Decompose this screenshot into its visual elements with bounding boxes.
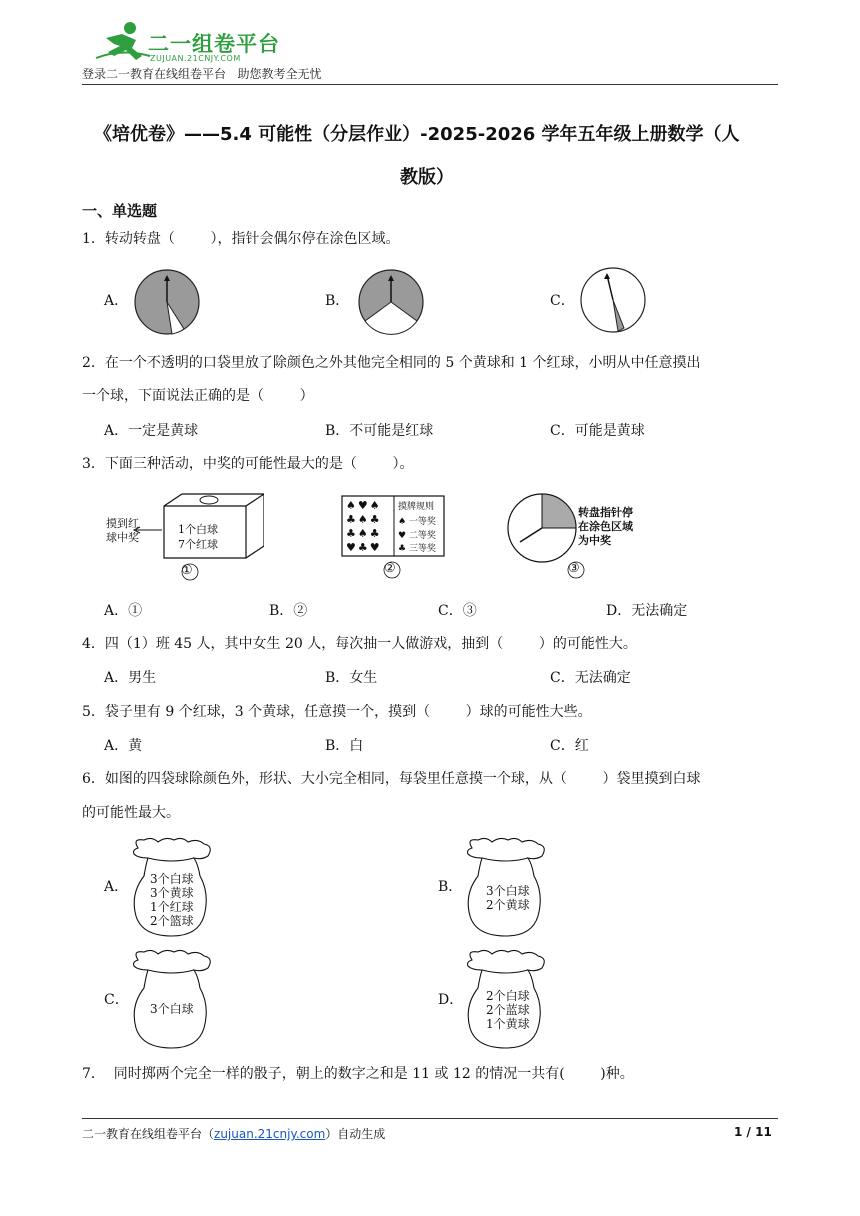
- q3-option-b[interactable]: B．②: [269, 603, 308, 619]
- q3-option-a[interactable]: A．①: [104, 603, 143, 619]
- fig1-label-line2: 球中奖: [106, 531, 139, 544]
- q6-bag-d-line2: 2个蓝球: [486, 1003, 530, 1017]
- question-6-stem-line2: 的可能性最大。: [82, 805, 180, 821]
- logo-subtext: ZUJUAN.21CNJY.COM: [150, 54, 241, 63]
- q4-option-c[interactable]: C．无法确定: [550, 670, 631, 686]
- question-2-stem-line2: 一个球，下面说法正确的是（ ）: [82, 388, 314, 404]
- q6-bag-a-line4: 2个篮球: [150, 914, 194, 928]
- q5-option-a[interactable]: A．黄: [104, 738, 143, 754]
- fig1-box-line2: 7个红球: [178, 538, 218, 551]
- q6-option-a-label: A．: [104, 879, 129, 895]
- fig3-num-label: ③: [568, 561, 580, 576]
- page-title-line1: 《培优卷》——5.4 可能性（分层作业）-2025-2026 学年五年级上册数学（人: [94, 124, 740, 145]
- question-5-stem: 5．袋子里有 9 个红球，3 个黄球，任意摸一个，摸到（ ）球的可能性大些。: [82, 704, 592, 720]
- question-7-stem: 7． 同时掷两个完全一样的骰子，朝上的数字之和是 11 或 12 的情况一共有( )种。: [82, 1066, 634, 1082]
- fig1-label-line1: 摸到红: [106, 517, 139, 530]
- fig2-num-label: ②: [384, 561, 396, 576]
- q4-option-a[interactable]: A．男生: [104, 670, 157, 686]
- fig3-text-3: 为中奖: [578, 534, 611, 547]
- q6-option-b-label: B．: [438, 879, 463, 895]
- q3-option-d[interactable]: D．无法确定: [606, 603, 688, 619]
- q1-option-b-label: B．: [325, 293, 350, 309]
- question-6-stem-line1: 6．如图的四袋球除颜色外，形状、大小完全相同，每袋里任意摸一个球，从（ ）袋里摸到白球: [82, 771, 701, 787]
- q1-option-a-label: A．: [104, 293, 129, 309]
- fig2-rule-title: 摸牌规则: [398, 502, 435, 512]
- q6-bag-a-line3: 1个红球: [150, 900, 194, 914]
- q2-option-b[interactable]: B．不可能是红球: [325, 423, 434, 439]
- question-1-stem: 1．转动转盘（ ），指针会偶尔停在涂色区域。: [82, 231, 400, 247]
- fig2-rule-1: ♠ 一等奖: [398, 517, 436, 527]
- fig3-text-2: 在涂色区域: [578, 520, 633, 533]
- header-slogan: 登录二一教育在线组卷平台 助您教考全无忧: [82, 67, 322, 81]
- page-title-line2: 教版）: [400, 167, 454, 188]
- fig2-rule-3: ♣ 三等奖: [398, 544, 436, 554]
- footer-prefix: 二一教育在线组卷平台（: [82, 1127, 215, 1141]
- footer-divider: [82, 1118, 778, 1119]
- q3-figure-3: [504, 490, 664, 586]
- section-heading: 一、单选题: [82, 202, 158, 220]
- fig2-card-grid: ♠♥♠ ♣♠♣ ♣♠♣ ♥♣♥: [346, 499, 382, 554]
- header-divider: [82, 84, 778, 85]
- q6-option-d-label: D．: [438, 992, 464, 1008]
- q6-bag-d-line1: 2个白球: [486, 989, 530, 1003]
- page-number: 1 / 11: [734, 1125, 772, 1139]
- q6-bag-b-line1: 3个白球: [486, 884, 530, 898]
- fig1-box-line1: 1个白球: [178, 523, 218, 536]
- question-4-stem: 4．四（1）班 45 人，其中女生 20 人，每次抽一人做游戏，抽到（ ）的可能性大。: [82, 636, 637, 652]
- q1-spinner-b: [356, 267, 426, 337]
- q1-spinner-a: [132, 267, 202, 337]
- q2-option-c[interactable]: C．可能是黄球: [550, 423, 645, 439]
- q4-option-b[interactable]: B．女生: [325, 670, 378, 686]
- fig3-text-1: 转盘指针停: [578, 506, 633, 519]
- fig2-rule-2: ♥ 二等奖: [398, 531, 436, 541]
- q1-spinner-c: [578, 265, 648, 335]
- q5-option-c[interactable]: C．红: [550, 738, 589, 754]
- footer-site-link[interactable]: zujuan.21cnjy.com: [214, 1127, 326, 1141]
- footer-suffix: ）自动生成: [325, 1127, 386, 1141]
- q6-option-c-label: C．: [104, 992, 129, 1008]
- q2-option-a[interactable]: A．一定是黄球: [104, 423, 199, 439]
- q6-bag-b-line2: 2个黄球: [486, 898, 530, 912]
- footer-source: [82, 1125, 385, 1142]
- q3-option-c[interactable]: C．③: [438, 603, 477, 619]
- q6-bag-c-line1: 3个白球: [150, 1002, 194, 1016]
- question-2-stem-line1: 2．在一个不透明的口袋里放了除颜色之外其他完全相同的 5 个黄球和 1 个红球，小明从中任意摸出: [82, 355, 701, 371]
- q1-option-c-label: C．: [550, 293, 575, 309]
- q6-bag-a-line1: 3个白球: [150, 872, 194, 886]
- q5-option-b[interactable]: B．白: [325, 738, 364, 754]
- question-3-stem: 3．下面三种活动，中奖的可能性最大的是（ ）。: [82, 456, 414, 472]
- q6-bag-d-line3: 1个黄球: [486, 1017, 530, 1031]
- logo-text: 二一组卷平台: [148, 32, 280, 56]
- fig1-num-label: ①: [181, 563, 193, 578]
- q6-bag-a-line2: 3个黄球: [150, 886, 194, 900]
